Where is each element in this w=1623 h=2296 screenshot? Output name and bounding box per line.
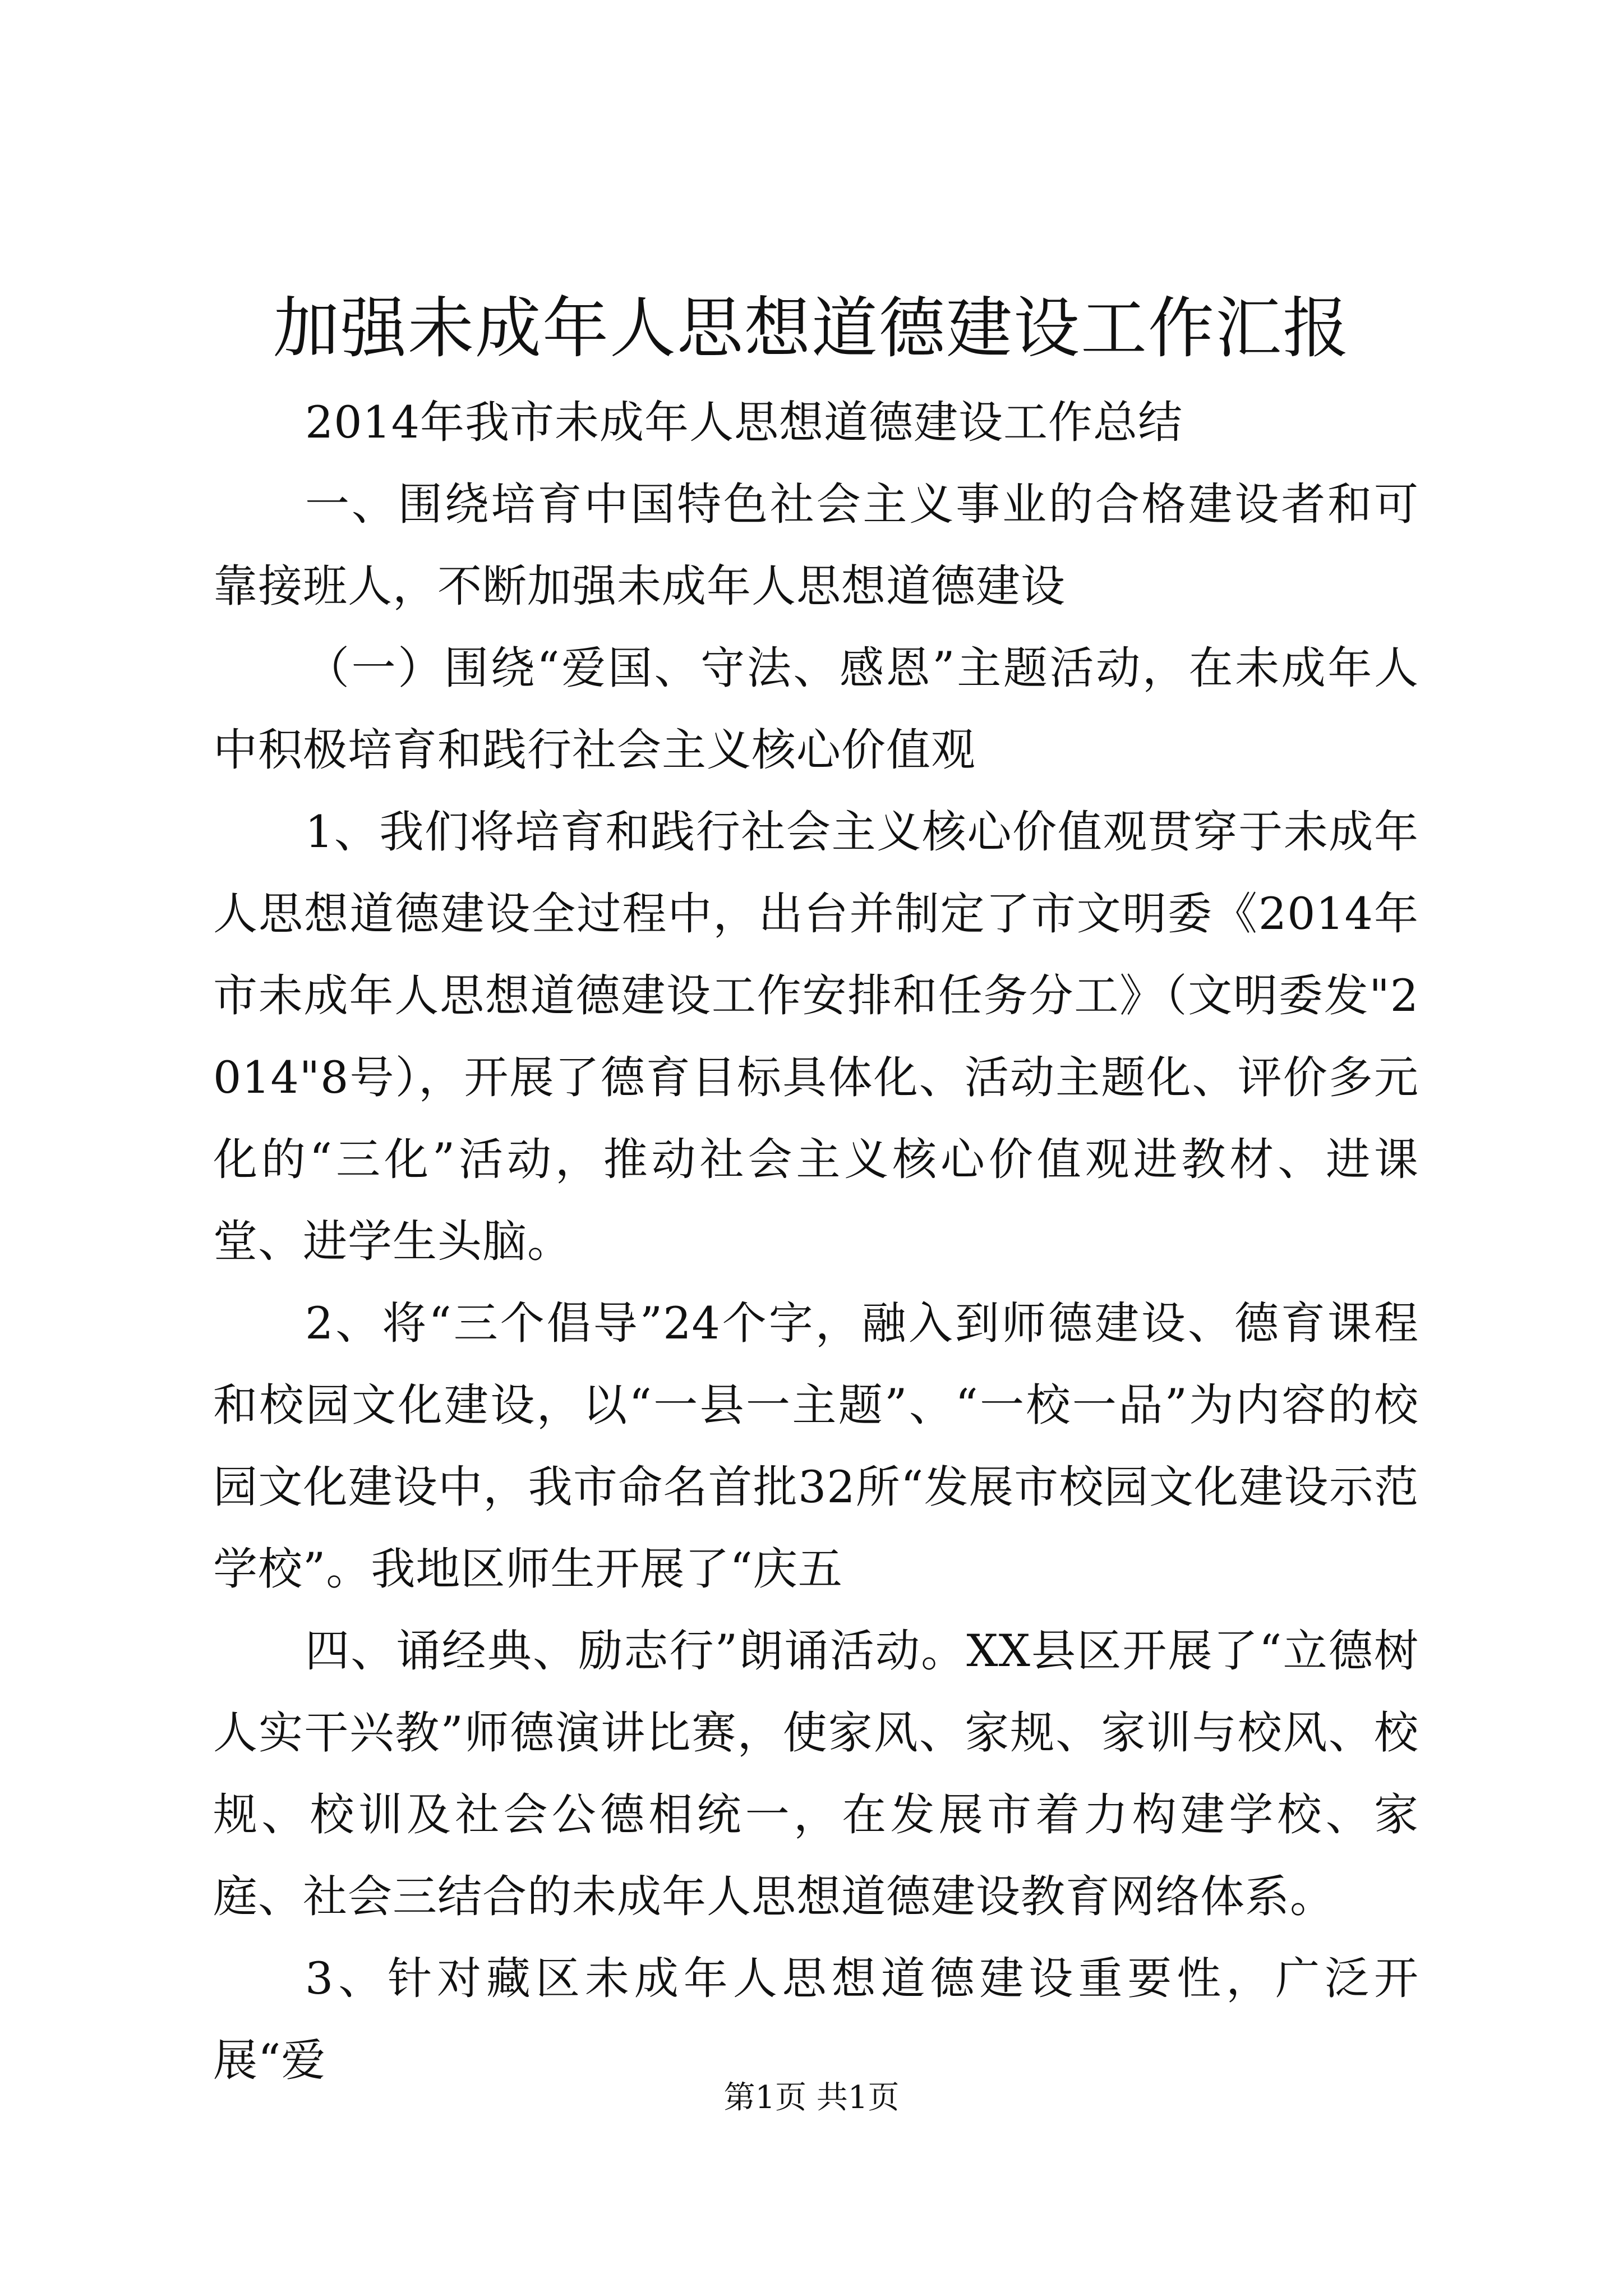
paragraph: 3、针对藏区未成年人思想道德建设重要性，广泛开展“爱: [213, 1953, 1419, 2086]
paragraph: 四、诵经典、励志行”朗诵活动。XX县区开展了“立德树人实干兴教”师德演讲比赛，使家风、家规、家训与校风、校规、校训及社会公德相统一，在发展市着力构建学校、家庭、社会三结合的未成年人思想道德建设教育网络体系。: [213, 1625, 1419, 1922]
paragraph: （一）围绕“爱国、守法、感恩”主题活动，在未成年人中积极培育和践行社会主义核心价值观: [213, 642, 1419, 776]
paragraph: 2、将“三个倡导”24个字，融入到师德建设、德育课程和校园文化建设，以“一县一主题”、“一校一品”为内容的校园文化建设中，我市命名首批32所“发展市校园文化建设示范学校”。我地区师生开展了“庆五: [213, 1297, 1419, 1595]
document-body: [213, 381, 1419, 2101]
document-title: 加强未成年人思想道德建设工作汇报: [273, 289, 1350, 367]
paragraph: 一、围绕培育中国特色社会主义事业的合格建设者和可靠接班人，不断加强未成年人思想道德建设: [213, 478, 1419, 612]
paragraph: 1、我们将培育和践行社会主义核心价值观贯穿于未成年人思想道德建设全过程中，出台并制定了市文明委《2014年市未成年人思想道德建设工作安排和任务分工》（文明委发"2014"8号），开展了德育目标具体化、活动主题化、评价多元化的“三化”活动，推动社会主义核心价值观进教材、进课堂、进学生头脑。: [213, 806, 1419, 1267]
paragraph: 2014年我市未成年人思想道德建设工作总结: [305, 397, 1183, 448]
page-footer: 第1页 共1页: [723, 2079, 900, 2116]
